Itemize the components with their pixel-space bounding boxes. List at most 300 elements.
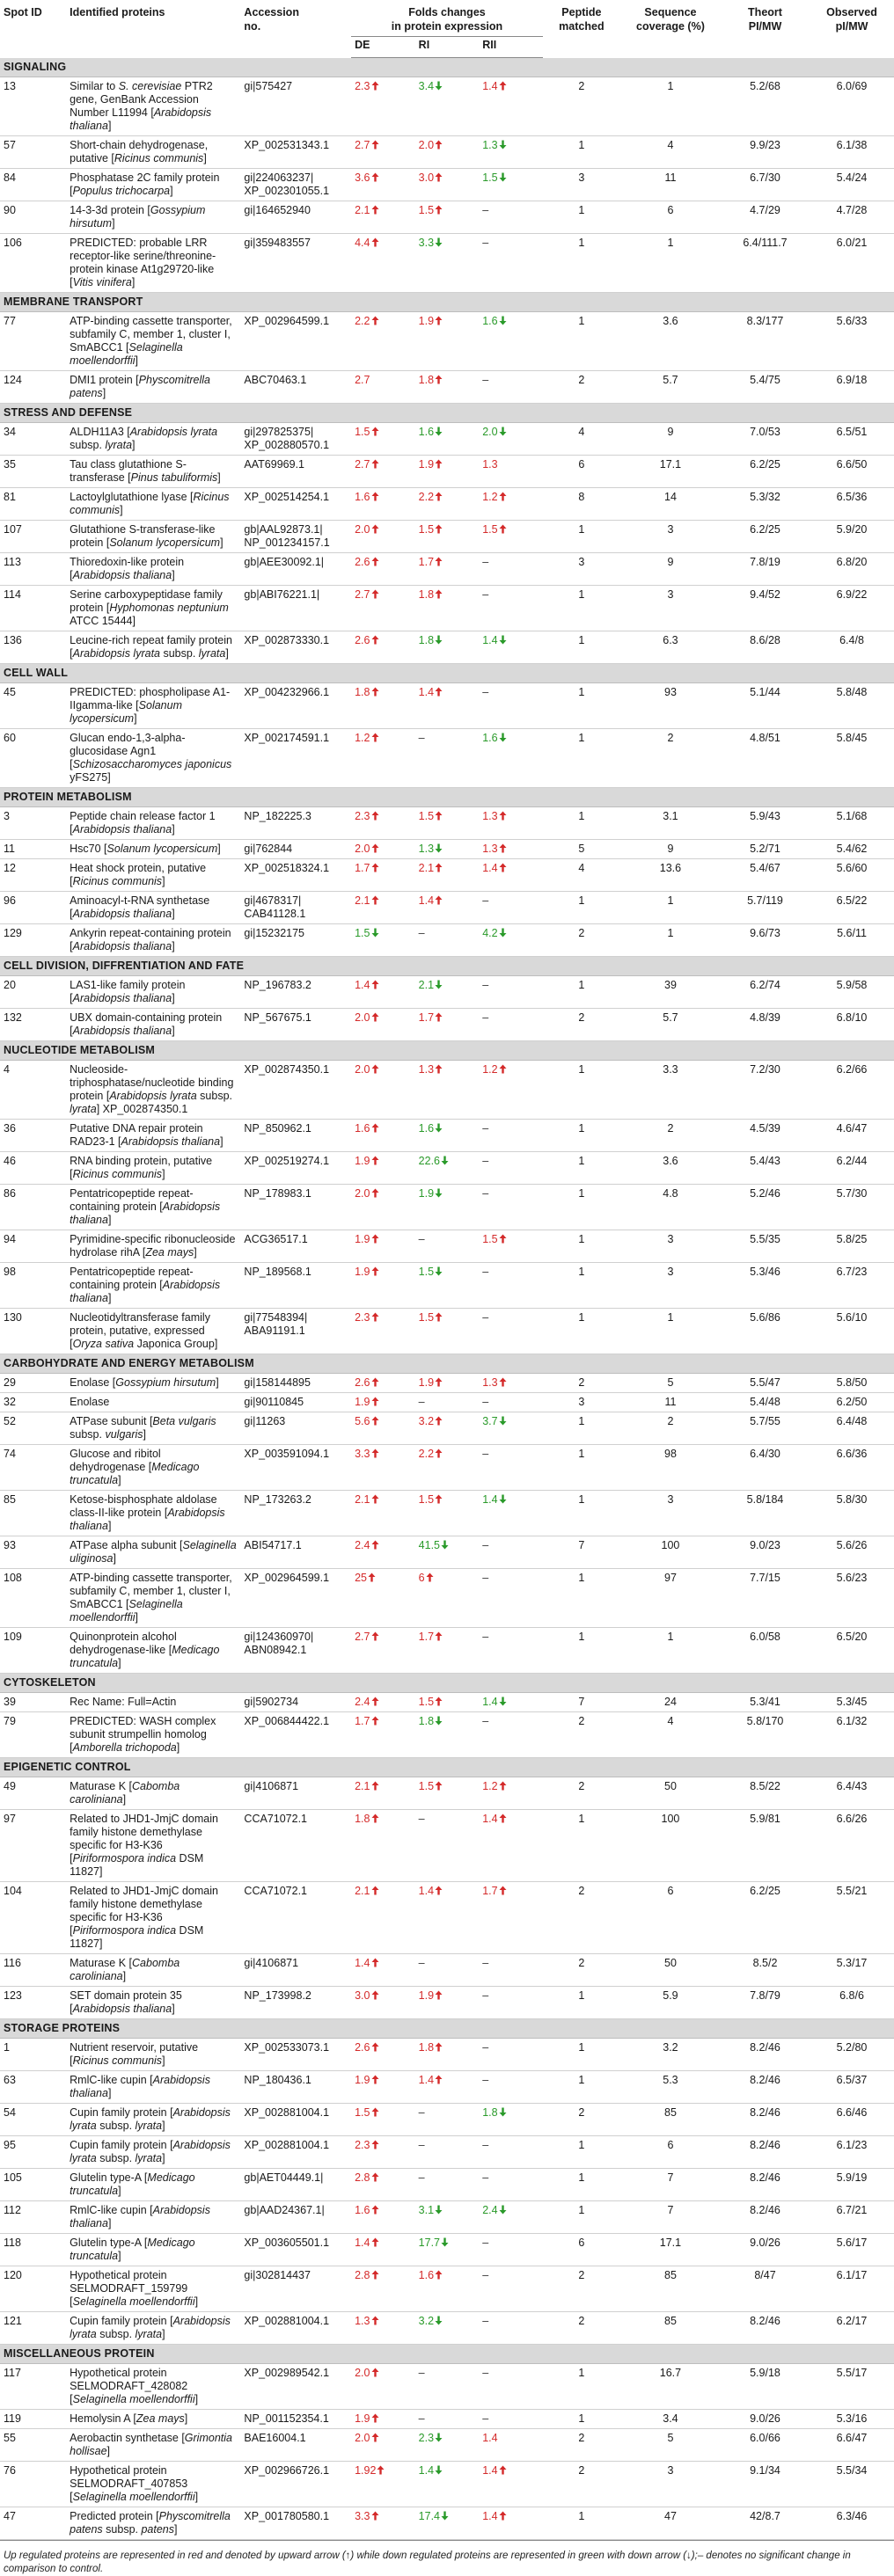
table-row	[0, 1777, 894, 1810]
accession-no: gi|302814437	[240, 2266, 351, 2312]
fold-de	[351, 2234, 415, 2266]
up-arrow-icon	[371, 2413, 379, 2423]
fold-ri-value: 1.9	[418, 315, 435, 327]
up-arrow-icon	[435, 1449, 443, 1458]
accession-no: gb|ABI76221.1|	[240, 586, 351, 631]
spot-id: 114	[0, 586, 66, 631]
down-arrow-icon	[499, 427, 507, 436]
fold-ri	[415, 683, 480, 729]
fold-ri	[415, 1009, 480, 1041]
fold-rii-value: –	[482, 2367, 489, 2379]
fold-rii	[479, 2104, 543, 2136]
fold-rii-value: –	[482, 204, 489, 216]
fold-rii-value: 1.3	[482, 139, 498, 151]
up-arrow-icon	[435, 1416, 443, 1426]
up-arrow-icon	[371, 2042, 379, 2052]
fold-rii-value: –	[482, 2237, 489, 2249]
fold-de-value: 2.4	[355, 1696, 370, 1708]
fold-rii-value: –	[482, 1448, 489, 1460]
fold-rii	[479, 456, 543, 488]
section-header	[0, 1041, 894, 1061]
observed-pi-mw: 6.0/21	[810, 234, 894, 293]
up-arrow-icon	[371, 1377, 379, 1387]
up-arrow-icon	[371, 1958, 379, 1967]
fold-de-value: 2.1	[355, 1885, 370, 1897]
fold-ri	[415, 2429, 480, 2462]
sequence-coverage: 14	[620, 488, 721, 521]
fold-ri	[415, 840, 480, 859]
accession-no: XP_002989542.1	[240, 2364, 351, 2410]
observed-pi-mw: 5.8/50	[810, 1374, 894, 1393]
sequence-coverage: 6	[620, 2136, 721, 2169]
fold-ri-value: 2.3	[418, 2432, 435, 2444]
fold-ri-value: 1.7	[418, 1011, 435, 1024]
down-arrow-icon	[435, 237, 443, 247]
protein-name: Related to JHD1-JmjC domain family histone demethylase specific for H3-K36 [Piriformospora indica DSM 11827]	[66, 1810, 240, 1882]
spot-id: 52	[0, 1412, 66, 1445]
theort-pi-mw: 5.7/55	[721, 1412, 810, 1445]
fold-rii-value: 1.5	[482, 523, 498, 536]
fold-de	[351, 2201, 415, 2234]
fold-de-value: 2.3	[355, 80, 370, 92]
peptide-matched: 1	[543, 2039, 620, 2071]
fold-de-value: 3.6	[355, 171, 370, 184]
peptide-matched: 1	[543, 2507, 620, 2540]
fold-ri	[415, 586, 480, 631]
down-arrow-icon	[441, 1540, 449, 1550]
peptide-matched: 7	[543, 1536, 620, 1569]
peptide-matched: 1	[543, 1491, 620, 1536]
fold-de-value: 2.3	[355, 1311, 370, 1324]
sequence-coverage: 3.6	[620, 1152, 721, 1185]
fold-rii	[479, 1393, 543, 1412]
protein-name: Aminoacyl-t-RNA synthetase [Arabidopsis thaliana]	[66, 892, 240, 924]
fold-ri-value: 1.4	[418, 2464, 435, 2477]
fold-de	[351, 2312, 415, 2345]
up-arrow-icon	[368, 1573, 376, 1582]
up-arrow-icon	[371, 635, 379, 645]
theort-pi-mw: 5.2/46	[721, 1185, 810, 1230]
up-arrow-icon	[499, 492, 507, 501]
up-arrow-icon	[371, 1716, 379, 1726]
fold-ri	[415, 2104, 480, 2136]
peptide-matched: 3	[543, 553, 620, 586]
peptide-matched: 1	[543, 201, 620, 234]
up-arrow-icon	[499, 2511, 507, 2521]
fold-de-value: 1.4	[355, 1957, 370, 1969]
sequence-coverage: 6.3	[620, 631, 721, 664]
protein-name: Quinonprotein alcohol dehydrogenase-like [Medicago truncatula]	[66, 1628, 240, 1674]
spot-id: 90	[0, 201, 66, 234]
spot-id: 106	[0, 234, 66, 293]
fold-rii	[479, 2234, 543, 2266]
fold-rii	[479, 169, 543, 201]
spot-id: 34	[0, 423, 66, 456]
up-arrow-icon	[371, 2107, 379, 2117]
observed-pi-mw: 5.5/34	[810, 2462, 894, 2507]
fold-rii	[479, 201, 543, 234]
up-arrow-icon	[426, 1573, 434, 1582]
peptide-matched: 1	[543, 234, 620, 293]
protein-name: Maturase K [Cabomba caroliniana]	[66, 1954, 240, 1987]
fold-ri	[415, 169, 480, 201]
fold-de-value: 2.4	[355, 1539, 370, 1551]
fold-de	[351, 312, 415, 371]
up-arrow-icon	[371, 1813, 379, 1823]
theort-pi-mw: 8.2/46	[721, 2312, 810, 2345]
fold-ri-value: 1.5	[418, 1780, 435, 1792]
sequence-coverage: 1	[620, 892, 721, 924]
down-arrow-icon	[499, 2205, 507, 2215]
observed-pi-mw: 6.6/26	[810, 1810, 894, 1882]
theort-pi-mw: 5.5/35	[721, 1230, 810, 1263]
up-arrow-icon	[435, 811, 443, 821]
sequence-coverage: 1	[620, 1628, 721, 1674]
theort-pi-mw: 5.9/18	[721, 2364, 810, 2410]
fold-rii-value: –	[482, 2412, 489, 2425]
observed-pi-mw: 5.6/60	[810, 859, 894, 892]
table-row	[0, 892, 894, 924]
accession-no: NP_567675.1	[240, 1009, 351, 1041]
theort-pi-mw: 8.2/46	[721, 2039, 810, 2071]
down-arrow-icon	[435, 1188, 443, 1198]
up-arrow-icon	[371, 980, 379, 989]
fold-de-value: 2.0	[355, 1187, 370, 1200]
fold-de-value: 1.9	[355, 2074, 370, 2086]
section-header	[0, 664, 894, 683]
protein-name: Cupin family protein [Arabidopsis lyrata subsp. lyrata]	[66, 2104, 240, 2136]
up-arrow-icon	[435, 1377, 443, 1387]
fold-ri	[415, 201, 480, 234]
fold-ri-value: –	[418, 2139, 425, 2151]
fold-rii-value: –	[482, 1266, 489, 1278]
section-title: STRESS AND DEFENSE	[0, 404, 894, 423]
protein-name: Nutrient reservoir, putative [Ricinus communis]	[66, 2039, 240, 2071]
down-arrow-icon	[499, 1416, 507, 1426]
fold-de	[351, 859, 415, 892]
observed-pi-mw: 5.3/45	[810, 1693, 894, 1712]
fold-ri	[415, 488, 480, 521]
down-arrow-icon	[435, 843, 443, 853]
table-body	[0, 58, 894, 2540]
fold-ri	[415, 234, 480, 293]
accession-no: gi|15232175	[240, 924, 351, 957]
fold-de	[351, 2429, 415, 2462]
peptide-matched: 1	[543, 1569, 620, 1628]
table-row	[0, 1309, 894, 1354]
observed-pi-mw: 5.6/23	[810, 1569, 894, 1628]
table-row	[0, 586, 894, 631]
spot-id: 35	[0, 456, 66, 488]
fold-de-value: 2.0	[355, 1063, 370, 1076]
fold-rii-value: 1.2	[482, 491, 498, 503]
spot-id: 132	[0, 1009, 66, 1041]
up-arrow-icon	[435, 316, 443, 325]
peptide-matched: 1	[543, 976, 620, 1009]
fold-rii-value: –	[482, 2315, 489, 2327]
down-arrow-icon	[499, 316, 507, 325]
fold-ri-value: 1.8	[418, 1715, 435, 1727]
fold-de	[351, 1810, 415, 1882]
fold-rii	[479, 2039, 543, 2071]
up-arrow-icon	[371, 1697, 379, 1706]
accession-no: NP_182225.3	[240, 807, 351, 840]
fold-ri	[415, 1152, 480, 1185]
up-arrow-icon	[371, 81, 379, 91]
up-arrow-icon	[499, 843, 507, 853]
peptide-matched: 1	[543, 521, 620, 553]
observed-pi-mw: 5.9/58	[810, 976, 894, 1009]
observed-pi-mw: 5.5/17	[810, 2364, 894, 2410]
fold-de	[351, 1536, 415, 1569]
observed-pi-mw: 6.5/20	[810, 1628, 894, 1674]
protein-name: Tau class glutathione S-transferase [Pinus tabuliformis]	[66, 456, 240, 488]
fold-de-value: 4.4	[355, 237, 370, 249]
fold-ri	[415, 631, 480, 664]
theort-pi-mw: 5.4/75	[721, 371, 810, 404]
fold-de-value: 1.7	[355, 1715, 370, 1727]
up-arrow-icon	[371, 1123, 379, 1133]
fold-ri-value: 2.1	[418, 862, 435, 874]
fold-rii	[479, 1061, 543, 1120]
fold-ri-value: 1.5	[418, 204, 435, 216]
fold-rii	[479, 1263, 543, 1309]
fold-ri-value: 3.2	[418, 1415, 435, 1427]
observed-pi-mw: 6.2/44	[810, 1152, 894, 1185]
up-arrow-icon	[435, 1064, 443, 1074]
table-row	[0, 2201, 894, 2234]
fold-de-value: 2.6	[355, 556, 370, 568]
accession-no: gi|575427	[240, 77, 351, 136]
peptide-matched: 1	[543, 2169, 620, 2201]
sequence-coverage: 93	[620, 683, 721, 729]
fold-de-value: 1.5	[355, 927, 370, 939]
fold-de-value: 25	[355, 1572, 368, 1584]
up-arrow-icon	[371, 237, 379, 247]
fold-ri-value: 3.0	[418, 171, 435, 184]
up-arrow-icon	[371, 524, 379, 534]
fold-rii	[479, 2462, 543, 2507]
accession-no: gi|297825375| XP_002880570.1	[240, 423, 351, 456]
fold-rii	[479, 924, 543, 957]
fold-rii-value: 1.5	[482, 171, 498, 184]
up-arrow-icon	[499, 811, 507, 821]
up-arrow-icon	[435, 1494, 443, 1504]
fold-ri-value: 1.4	[418, 686, 435, 698]
fold-ri	[415, 1491, 480, 1536]
table-row	[0, 169, 894, 201]
fold-rii	[479, 2201, 543, 2234]
fold-de	[351, 2039, 415, 2071]
spot-id: 96	[0, 892, 66, 924]
header-rii: RII	[479, 37, 543, 58]
protein-name: Glucose and ribitol dehydrogenase [Medicago truncatula]	[66, 1445, 240, 1491]
accession-no: gi|90110845	[240, 1393, 351, 1412]
up-arrow-icon	[435, 2270, 443, 2280]
up-arrow-icon	[377, 2465, 385, 2475]
fold-de-value: 2.1	[355, 1493, 370, 1506]
up-arrow-icon	[499, 1377, 507, 1387]
protein-name: PREDICTED: phospholipase A1-IIgamma-like [Solanum lycopersicum]	[66, 683, 240, 729]
fold-rii-value: 1.4	[482, 862, 498, 874]
accession-no: XP_006844422.1	[240, 1712, 351, 1758]
up-arrow-icon	[499, 524, 507, 534]
spot-id: 86	[0, 1185, 66, 1230]
fold-de	[351, 2364, 415, 2410]
sequence-coverage: 3.2	[620, 2039, 721, 2071]
spot-id: 79	[0, 1712, 66, 1758]
fold-ri	[415, 1810, 480, 1882]
up-arrow-icon	[435, 524, 443, 534]
fold-de-value: 1.8	[355, 686, 370, 698]
fold-rii	[479, 1954, 543, 1987]
up-arrow-icon	[371, 895, 379, 905]
peptide-matched: 1	[543, 1987, 620, 2019]
section-title: SIGNALING	[0, 58, 894, 77]
fold-de	[351, 1712, 415, 1758]
fold-ri	[415, 1230, 480, 1263]
protein-name: ATPase alpha subunit [Selaginella uliginosa]	[66, 1536, 240, 1569]
sequence-coverage: 7	[620, 2201, 721, 2234]
theort-pi-mw: 5.3/41	[721, 1693, 810, 1712]
observed-pi-mw: 5.4/24	[810, 169, 894, 201]
sequence-coverage: 9	[620, 423, 721, 456]
up-arrow-icon	[371, 2511, 379, 2521]
sequence-coverage: 5.3	[620, 2071, 721, 2104]
fold-rii-value: 1.6	[482, 732, 498, 744]
fold-ri-value: –	[418, 732, 425, 744]
fold-rii-value: 3.7	[482, 1415, 498, 1427]
up-arrow-icon	[435, 557, 443, 566]
observed-pi-mw: 6.2/17	[810, 2312, 894, 2345]
fold-de-value: 2.3	[355, 810, 370, 822]
fold-de	[351, 2169, 415, 2201]
up-arrow-icon	[371, 1781, 379, 1791]
up-arrow-icon	[371, 1494, 379, 1504]
fold-de	[351, 1263, 415, 1309]
observed-pi-mw: 6.4/43	[810, 1777, 894, 1810]
up-arrow-icon	[371, 140, 379, 150]
fold-de	[351, 924, 415, 957]
fold-de-value: 2.1	[355, 204, 370, 216]
fold-rii	[479, 840, 543, 859]
fold-de-value: 2.8	[355, 2269, 370, 2281]
peptide-matched: 1	[543, 683, 620, 729]
fold-de	[351, 2462, 415, 2507]
fold-ri-value: 17.7	[418, 2237, 441, 2249]
sequence-coverage: 3.6	[620, 312, 721, 371]
up-arrow-icon	[435, 1012, 443, 1022]
section-title: NUCLEOTIDE METABOLISM	[0, 1041, 894, 1061]
protein-name: Enolase [Gossypium hirsutum]	[66, 1374, 240, 1393]
peptide-matched: 1	[543, 729, 620, 788]
accession-no: NP_001152354.1	[240, 2410, 351, 2429]
fold-de	[351, 1693, 415, 1712]
fold-rii	[479, 1693, 543, 1712]
accession-no: XP_003605501.1	[240, 2234, 351, 2266]
table-row	[0, 840, 894, 859]
fold-rii-value: –	[482, 374, 489, 386]
theort-pi-mw: 8/47	[721, 2266, 810, 2312]
fold-de	[351, 807, 415, 840]
accession-no: XP_002881004.1	[240, 2136, 351, 2169]
accession-no: AAT69969.1	[240, 456, 351, 488]
sequence-coverage: 5.9	[620, 1987, 721, 2019]
peptide-matched: 6	[543, 456, 620, 488]
fold-rii-value: –	[482, 2139, 489, 2151]
fold-ri	[415, 136, 480, 169]
fold-ri-value: –	[418, 1233, 425, 1245]
fold-rii-value: –	[482, 1631, 489, 1643]
table-row	[0, 1445, 894, 1491]
up-arrow-icon	[371, 863, 379, 872]
down-arrow-icon	[435, 2316, 443, 2325]
fold-rii	[479, 892, 543, 924]
down-arrow-icon	[499, 172, 507, 182]
fold-rii	[479, 1712, 543, 1758]
sequence-coverage: 1	[620, 1309, 721, 1354]
fold-ri	[415, 1061, 480, 1120]
up-arrow-icon	[371, 1012, 379, 1022]
sequence-coverage: 1	[620, 924, 721, 957]
spot-id: 11	[0, 840, 66, 859]
peptide-matched: 4	[543, 859, 620, 892]
header-peptide-matched: Peptide matched	[559, 6, 605, 33]
fold-ri-value: 2.2	[418, 491, 435, 503]
fold-ri	[415, 456, 480, 488]
fold-de	[351, 2071, 415, 2104]
up-arrow-icon	[371, 1886, 379, 1895]
fold-ri-value: 1.4	[418, 2074, 435, 2086]
fold-ri	[415, 1120, 480, 1152]
theort-pi-mw: 6.2/25	[721, 1882, 810, 1954]
sequence-coverage: 11	[620, 1393, 721, 1412]
fold-rii-value: 1.3	[482, 843, 498, 855]
spot-id: 47	[0, 2507, 66, 2540]
up-arrow-icon	[499, 81, 507, 91]
protein-name: Thioredoxin-like protein [Arabidopsis thaliana]	[66, 553, 240, 586]
fold-ri	[415, 1693, 480, 1712]
up-arrow-icon	[435, 2075, 443, 2084]
fold-rii-value: –	[482, 1187, 489, 1200]
fold-de	[351, 1309, 415, 1354]
table-row	[0, 2234, 894, 2266]
fold-ri-value: –	[418, 2367, 425, 2379]
observed-pi-mw: 6.5/22	[810, 892, 894, 924]
protein-name: Nucleotidyltransferase family protein, putative, expressed [Oryza sativa Japonica Group]	[66, 1309, 240, 1354]
fold-rii-value: –	[482, 556, 489, 568]
header-theort: Theort PI/MW	[748, 6, 782, 33]
fold-rii	[479, 1445, 543, 1491]
fold-ri-value: 1.5	[418, 1493, 435, 1506]
section-title: MEMBRANE TRANSPORT	[0, 293, 894, 312]
fold-rii	[479, 1569, 543, 1628]
fold-de-value: 2.7	[355, 374, 370, 386]
fold-rii	[479, 1009, 543, 1041]
fold-rii-value: 1.4	[482, 2432, 498, 2444]
fold-ri	[415, 1309, 480, 1354]
accession-no: XP_002966726.1	[240, 2462, 351, 2507]
fold-ri	[415, 2169, 480, 2201]
table-row	[0, 2364, 894, 2410]
up-arrow-icon	[371, 2172, 379, 2182]
table-row	[0, 1987, 894, 2019]
observed-pi-mw: 6.5/51	[810, 423, 894, 456]
fold-de-value: 1.2	[355, 732, 370, 744]
spot-id: 121	[0, 2312, 66, 2345]
down-arrow-icon	[435, 2205, 443, 2215]
peptide-matched: 1	[543, 136, 620, 169]
